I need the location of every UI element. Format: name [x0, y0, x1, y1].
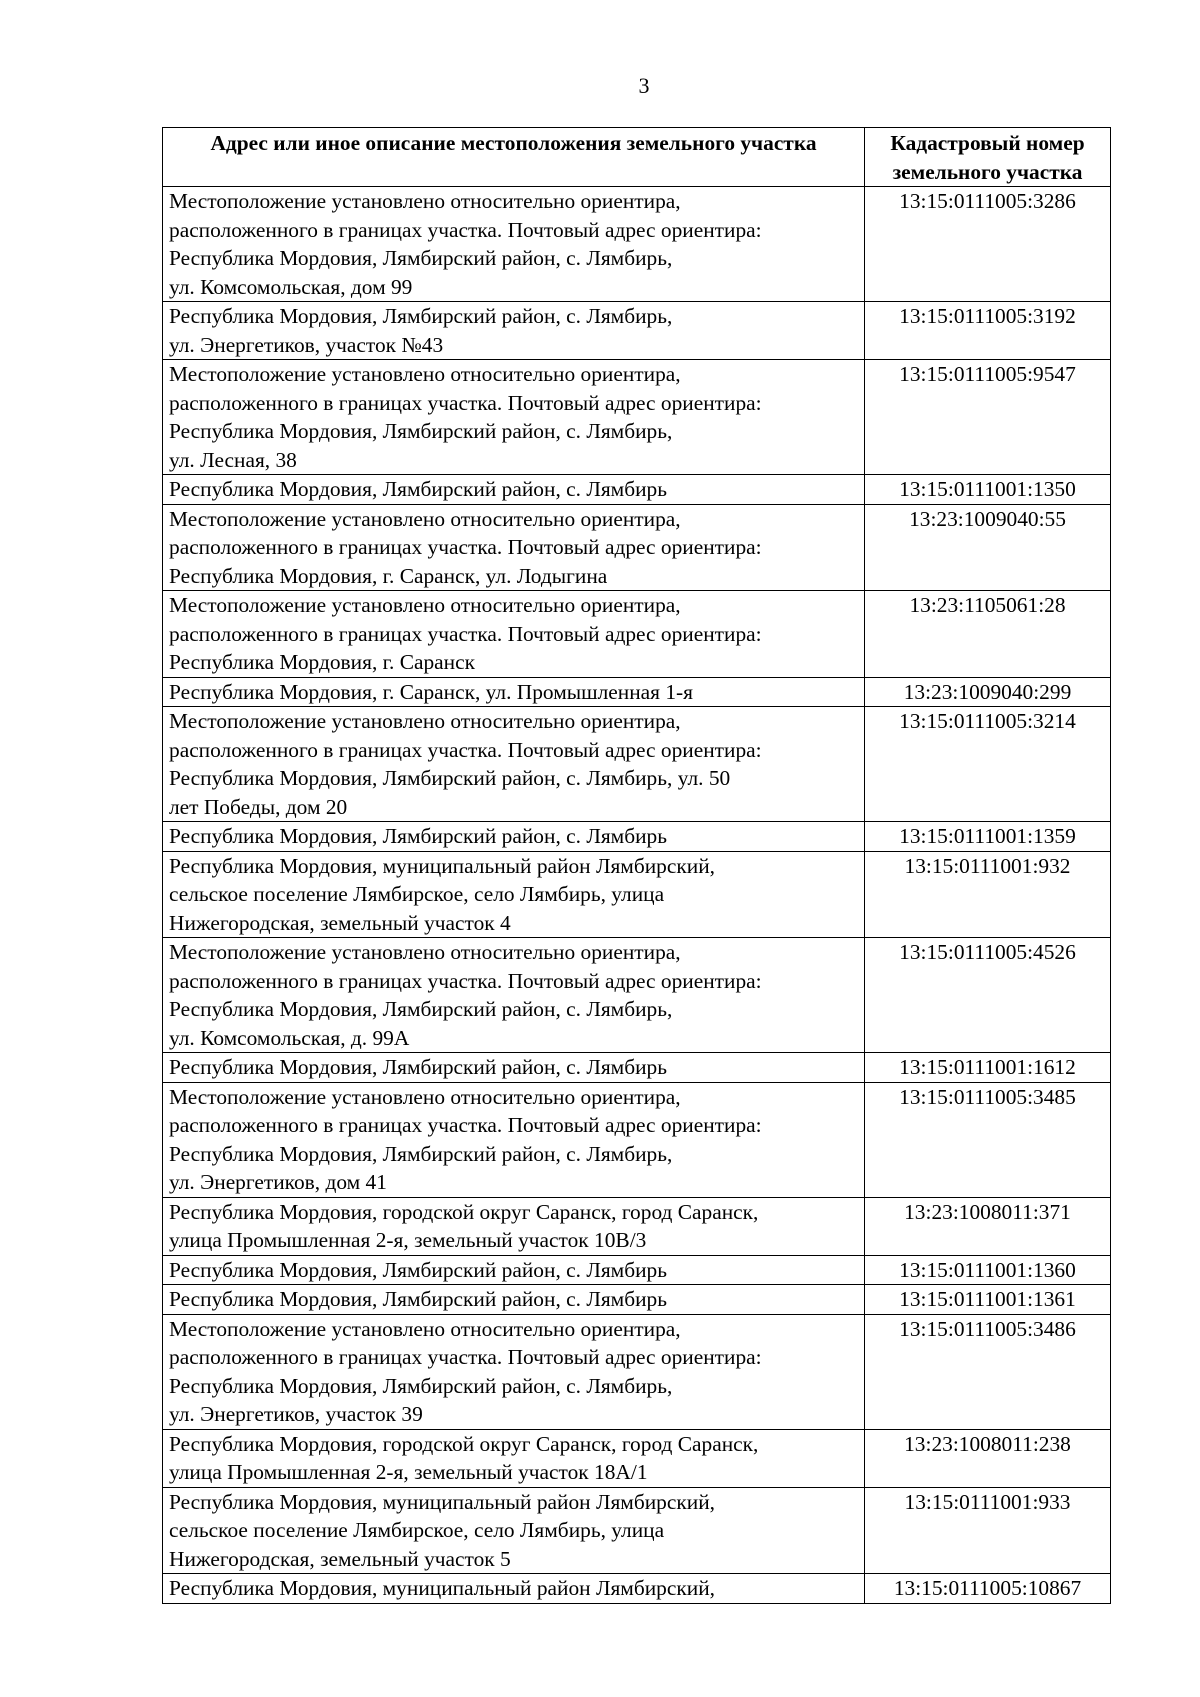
cadastral-number-cell: 13:15:0111005:9547	[865, 360, 1111, 475]
table-row	[163, 302, 1111, 360]
table-row	[163, 1197, 1111, 1255]
address-cell: Местоположение установлено относительно ориентира, расположенного в границах участка. Почтовый адрес ориентира: Республика Мордовия, Лямбирский район, с. Лямбирь, ул. Лесная, 38	[163, 360, 865, 475]
table-row	[163, 1285, 1111, 1315]
address-cell: Местоположение установлено относительно ориентира, расположенного в границах участка. Почтовый адрес ориентира: Республика Мордовия, Лямбирский район, с. Лямбирь, ул. Энергетиков, участок 39	[163, 1314, 865, 1429]
cadastral-number-cell: 13:15:0111001:1612	[865, 1053, 1111, 1083]
table-row	[163, 1314, 1111, 1429]
table-row	[163, 475, 1111, 505]
address-cell: Республика Мордовия, городской округ Саранск, город Саранск, улица Промышленная 2-я, земельный участок 10В/3	[163, 1197, 865, 1255]
address-cell: Республика Мордовия, муниципальный район Лямбирский, сельское поселение Лямбирское, село Лямбирь, улица Нижегородская, земельный участок 4	[163, 851, 865, 938]
cadastral-number-cell: 13:15:0111005:3286	[865, 187, 1111, 302]
address-cell: Республика Мордовия, Лямбирский район, с. Лямбирь	[163, 1255, 865, 1285]
table-row	[163, 504, 1111, 591]
address-cell: Местоположение установлено относительно ориентира, расположенного в границах участка. Почтовый адрес ориентира: Республика Мордовия, Лямбирский район, с. Лямбирь, ул. Энергетиков, дом 41	[163, 1082, 865, 1197]
address-cell: Республика Мордовия, Лямбирский район, с. Лямбирь	[163, 822, 865, 852]
address-cell: Местоположение установлено относительно ориентира, расположенного в границах участка. Почтовый адрес ориентира: Республика Мордовия, Лямбирский район, с. Лямбирь, ул. 50 лет Победы, дом 20	[163, 707, 865, 822]
table-header-row	[163, 128, 1111, 187]
cadastral-number-cell: 13:15:0111005:3485	[865, 1082, 1111, 1197]
table-row	[163, 1053, 1111, 1083]
table-row	[163, 360, 1111, 475]
table-row	[163, 677, 1111, 707]
table-row	[163, 938, 1111, 1053]
address-cell: Местоположение установлено относительно ориентира, расположенного в границах участка. Почтовый адрес ориентира: Республика Мордовия, г. Саранск, ул. Лодыгина	[163, 504, 865, 591]
table-row	[163, 591, 1111, 678]
table-row	[163, 1429, 1111, 1487]
cadastral-number-cell: 13:15:0111005:3214	[865, 707, 1111, 822]
address-cell: Республика Мордовия, Лямбирский район, с. Лямбирь	[163, 475, 865, 505]
cadastral-number-cell: 13:15:0111005:10867	[865, 1574, 1111, 1604]
address-cell: Республика Мордовия, Лямбирский район, с. Лямбирь	[163, 1285, 865, 1315]
page-number: 3	[638, 73, 650, 98]
cadastral-number-cell: 13:23:1009040:299	[865, 677, 1111, 707]
cadastral-number-cell: 13:23:1008011:371	[865, 1197, 1111, 1255]
table-row	[163, 187, 1111, 302]
cadastral-column-header: Кадастровый номер земельного участка	[865, 128, 1111, 187]
table-body	[163, 187, 1111, 1604]
address-cell: Республика Мордовия, Лямбирский район, с. Лямбирь, ул. Энергетиков, участок №43	[163, 302, 865, 360]
cadastral-number-cell: 13:15:0111005:4526	[865, 938, 1111, 1053]
table-row	[163, 1255, 1111, 1285]
cadastral-number-cell: 13:23:1105061:28	[865, 591, 1111, 678]
cadastral-number-cell: 13:23:1008011:238	[865, 1429, 1111, 1487]
address-cell: Республика Мордовия, муниципальный район Лямбирский,	[163, 1574, 865, 1604]
cadastral-number-cell: 13:15:0111001:932	[865, 851, 1111, 938]
table-row	[163, 1574, 1111, 1604]
cadastral-number-cell: 13:23:1009040:55	[865, 504, 1111, 591]
address-cell: Местоположение установлено относительно ориентира, расположенного в границах участка. Почтовый адрес ориентира: Республика Мордовия, г. Саранск	[163, 591, 865, 678]
address-cell: Республика Мордовия, Лямбирский район, с. Лямбирь	[163, 1053, 865, 1083]
table-row	[163, 1487, 1111, 1574]
address-cell: Местоположение установлено относительно ориентира, расположенного в границах участка. Почтовый адрес ориентира: Республика Мордовия, Лямбирский район, с. Лямбирь, ул. Комсомольская, дом 99	[163, 187, 865, 302]
cadastral-number-cell: 13:15:0111005:3486	[865, 1314, 1111, 1429]
cadastral-number-cell: 13:15:0111001:933	[865, 1487, 1111, 1574]
table-row	[163, 822, 1111, 852]
cadastral-number-cell: 13:15:0111001:1359	[865, 822, 1111, 852]
address-cell: Местоположение установлено относительно ориентира, расположенного в границах участка. Почтовый адрес ориентира: Республика Мордовия, Лямбирский район, с. Лямбирь, ул. Комсомольская, д. 99А	[163, 938, 865, 1053]
land-parcels-table	[162, 127, 1111, 1604]
address-cell: Республика Мордовия, муниципальный район Лямбирский, сельское поселение Лямбирское, село Лямбирь, улица Нижегородская, земельный участок 5	[163, 1487, 865, 1574]
cadastral-number-cell: 13:15:0111005:3192	[865, 302, 1111, 360]
cadastral-number-cell: 13:15:0111001:1350	[865, 475, 1111, 505]
address-cell: Республика Мордовия, городской округ Саранск, город Саранск, улица Промышленная 2-я, земельный участок 18А/1	[163, 1429, 865, 1487]
cadastral-number-cell: 13:15:0111001:1361	[865, 1285, 1111, 1315]
table-row	[163, 1082, 1111, 1197]
address-cell: Республика Мордовия, г. Саранск, ул. Промышленная 1-я	[163, 677, 865, 707]
table-row	[163, 851, 1111, 938]
table-row	[163, 707, 1111, 822]
cadastral-number-cell: 13:15:0111001:1360	[865, 1255, 1111, 1285]
address-column-header: Адрес или иное описание местоположения земельного участка	[163, 128, 865, 187]
